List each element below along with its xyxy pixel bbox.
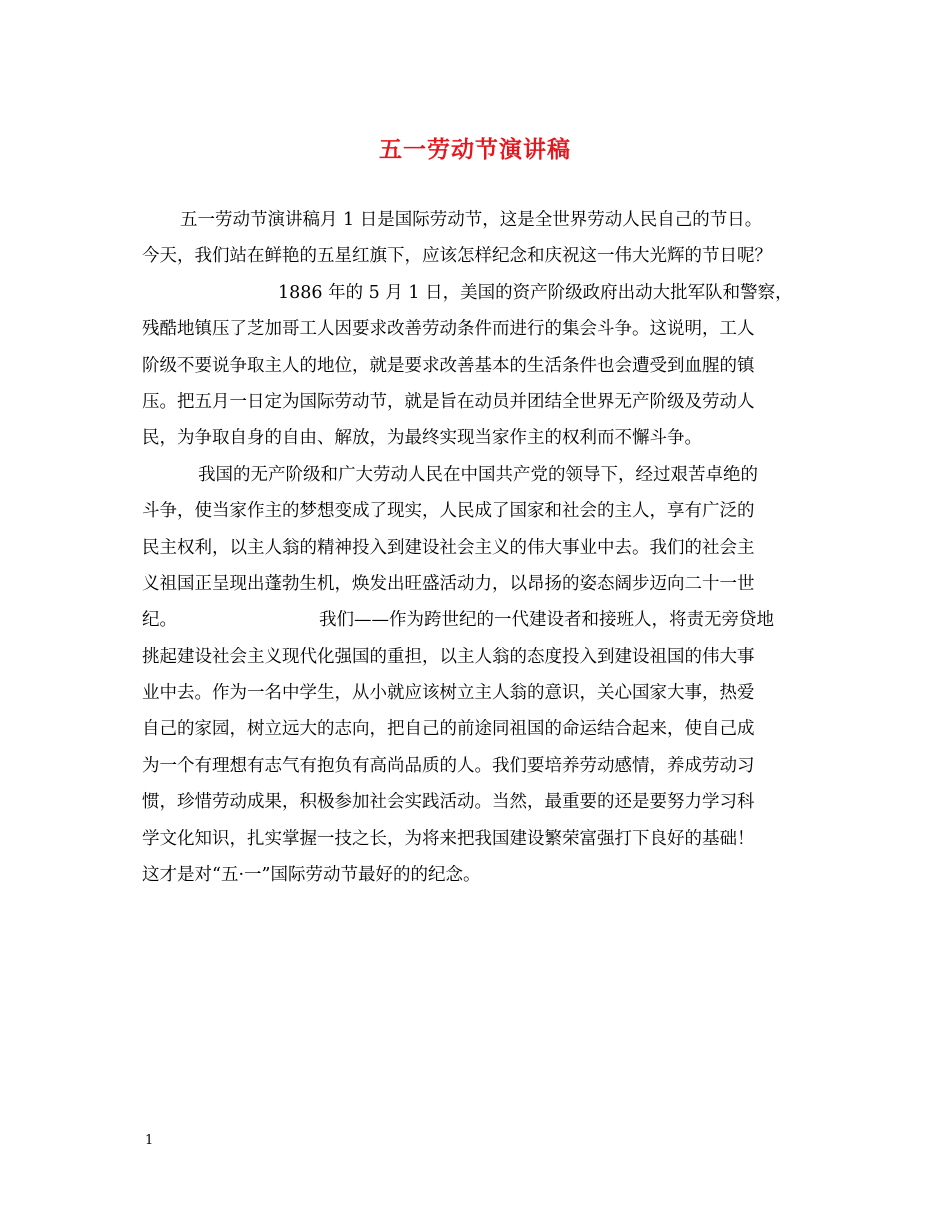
text-line: 残酷地镇压了芝加哥工人因要求改善劳动条件而进行的集会斗争。这说明，工人: [142, 319, 755, 340]
text-line: 学文化知识，扎实掌握一技之长，为将来把我国建设繁荣富强打下良好的基础！: [142, 828, 755, 849]
text-line: 今天，我们站在鲜艳的五星红旗下，应该怎样纪念和庆祝这一伟大光辉的节日呢？: [142, 246, 772, 267]
document-body: [142, 202, 822, 893]
text-line: 压。把五月一日定为国际劳动节，就是旨在动员并团结全世界无产阶级及劳动人: [142, 391, 755, 412]
text-fragment: 纪。: [142, 610, 177, 631]
text-line: 惯，珍惜劳动成果，积极参加社会实践活动。当然，最重要的还是要努力学习科: [142, 792, 755, 813]
text-line: 阶级不要说争取主人的地位，就是要求改善基本的生活条件也会遭受到血腥的镇: [142, 355, 755, 376]
text-line: 义祖国正呈现出蓬勃生机，焕发出旺盛活动力，以昂扬的姿态阔步迈向二十一世: [142, 573, 755, 594]
text-line: 斗争，使当家作主的梦想变成了现实，人民成了国家和社会的主人，享有广泛的: [142, 501, 755, 522]
text-line: 自己的家园，树立远大的志向，把自己的前途同祖国的命运结合起来，使自己成: [142, 719, 755, 740]
text-line: 为一个有理想有志气有抱负有高尚品质的人。我们要培养劳动感情，养成劳动习: [142, 755, 755, 776]
text-line: 业中去。作为一名中学生，从小就应该树立主人翁的意识，关心国家大事，热爱: [142, 683, 755, 704]
page-number: 1: [145, 1133, 154, 1148]
text-line: 1886 年的 5 月 1 日，美国的资产阶级政府出动大批军队和警察，: [278, 282, 793, 303]
text-line: 民主权利，以主人翁的精神投入到建设社会主义的伟大事业中去。我们的社会主: [142, 537, 755, 558]
document-title: 五一劳动节演讲稿: [379, 137, 571, 163]
text-line: 挑起建设社会主义现代化强国的重担，以主人翁的态度投入到建设祖国的伟大事: [142, 646, 755, 667]
text-line: 五一劳动节演讲稿月 1 日是国际劳动节，这是全世界劳动人民自己的节日。: [180, 210, 763, 230]
text-fragment: 我们——作为跨世纪的一代建设者和接班人，将责无旁贷地: [319, 610, 774, 631]
text-line: [142, 602, 822, 638]
text-line: 这才是对“五·一”国际劳动节最好的的纪念。: [142, 865, 481, 886]
text-line: 民，为争取自身的自由、解放，为最终实现当家作主的权利而不懈斗争。: [142, 428, 702, 449]
text-line: 我国的无产阶级和广大劳动人民在中国共产党的领导下，经过艰苦卓绝的: [198, 464, 758, 485]
